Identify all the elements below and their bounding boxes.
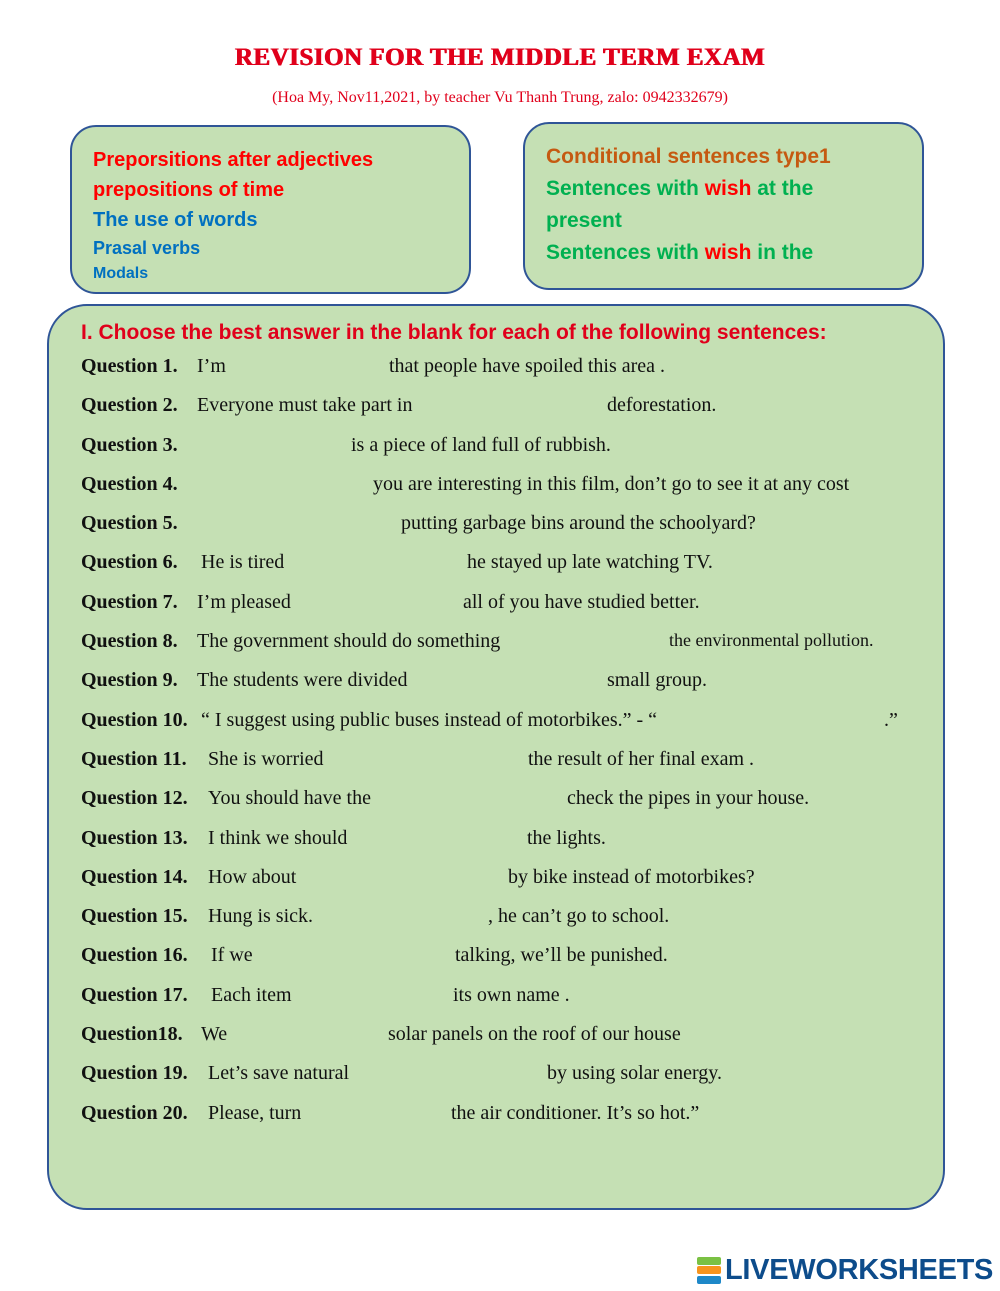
question-text-after: he stayed up late watching TV. [467, 551, 713, 574]
question-text-after: by bike instead of motorbikes? [508, 865, 755, 888]
question-row [81, 1023, 943, 1062]
topic-prepositions-time: prepositions of time [93, 179, 285, 201]
question-row [81, 473, 943, 512]
question-text-before: The government should do something [197, 630, 501, 653]
question-text-after: the result of her final exam . [528, 747, 755, 770]
topic-wish-word: wish [704, 241, 752, 264]
question-text-before: If we [211, 944, 253, 967]
question-label: Question 12. [81, 787, 188, 810]
question-label: Question 3. [81, 433, 178, 456]
page-subtitle: (Hoa My, Nov11,2021, by teacher Vu Thanh Trung, zalo: 0942332679) [272, 89, 728, 106]
page-title: REVISION FOR THE MIDDLE TERM EXAM [234, 44, 766, 71]
question-label: Question 11. [81, 747, 187, 770]
topic-wish-word: wish [704, 177, 752, 200]
question-row [81, 1062, 943, 1101]
question-text-before: How about [208, 865, 297, 888]
question-list [81, 355, 943, 1141]
question-label: Question 8. [81, 630, 178, 653]
question-row [81, 669, 943, 708]
topic-text: in the [751, 241, 814, 264]
logo-bar [697, 1276, 721, 1284]
topic-conditional: Conditional sentences type1 [546, 145, 831, 168]
question-text-before: You should have the [208, 787, 371, 810]
question-text-before: “ I suggest using public buses instead of motorbikes.” - “ [201, 708, 658, 731]
section-instruction: I. Choose the best answer in the blank for each of the following sentences: [81, 321, 827, 344]
question-label: Question 17. [81, 983, 188, 1006]
question-text-after: solar panels on the roof of our house [388, 1023, 681, 1046]
question-text-after: by using solar energy. [547, 1062, 722, 1085]
question-text-after: talking, we’ll be punished. [455, 944, 668, 967]
topic-wish-present [546, 173, 922, 205]
question-label: Question 14. [81, 865, 188, 888]
question-text-before: Each item [211, 983, 292, 1006]
question-label: Question 20. [81, 1101, 188, 1124]
question-row [81, 984, 943, 1023]
topic-text: Sentences with [546, 177, 705, 200]
question-text-before: Let’s save natural [208, 1062, 350, 1085]
question-text-after: is a piece of land full of rubbish. [351, 433, 611, 456]
question-label: Question 2. [81, 394, 178, 417]
topic-prepositions-adjectives: Preporsitions after adjectives [93, 149, 374, 171]
topic-modals: Modals [93, 265, 149, 282]
question-row [81, 434, 943, 473]
topic-wish-past [546, 237, 922, 269]
question-text-before: I’m [197, 355, 226, 377]
question-row [81, 551, 943, 590]
topic-wish-present-cont: present [546, 209, 622, 232]
question-text-after: all of you have studied better. [463, 590, 700, 613]
question-label: Question 13. [81, 826, 188, 849]
topic-text: Sentences with [546, 241, 705, 264]
question-row [81, 591, 943, 630]
logo-bar [697, 1266, 721, 1274]
question-text-after: its own name . [453, 983, 570, 1006]
question-label: Question 16. [81, 944, 188, 967]
question-label: Question 6. [81, 551, 178, 574]
logo-text: LIVEWORKSHEETS [725, 1253, 994, 1286]
question-label: Question 4. [81, 472, 178, 495]
question-row [81, 512, 943, 551]
question-text-before: Please, turn [208, 1101, 302, 1124]
question-label: Question 5. [81, 512, 178, 535]
question-row [81, 748, 943, 787]
question-row [81, 905, 943, 944]
question-label: Question 7. [81, 590, 178, 613]
question-text-after: the air conditioner. It’s so hot.” [451, 1101, 700, 1124]
question-text-before: She is worried [208, 747, 324, 770]
question-text-after: small group. [607, 669, 707, 692]
question-text-after: deforestation. [607, 394, 717, 417]
question-text-after: the environmental pollution. [669, 630, 874, 651]
question-label: Question18. [81, 1023, 183, 1046]
question-text-after: check the pipes in your house. [567, 787, 810, 810]
question-text-after: you are interesting in this film, don’t go to see it at any cost [373, 472, 850, 495]
question-label: Question 15. [81, 905, 188, 928]
question-text-after: putting garbage bins around the schoolyard? [401, 512, 756, 535]
question-text-before: Hung is sick. [208, 905, 313, 928]
question-row [81, 394, 943, 433]
question-label: Question 9. [81, 669, 178, 692]
question-row [81, 944, 943, 983]
topics-box-left [70, 125, 471, 294]
question-row [81, 827, 943, 866]
question-text-after: , he can’t go to school. [488, 905, 670, 928]
question-label: Question 19. [81, 1062, 188, 1085]
logo-icon [697, 1257, 721, 1284]
logo-bar [697, 1257, 721, 1265]
question-row [81, 630, 943, 669]
question-text-before: I’m pleased [197, 590, 291, 613]
question-text-after: .” [884, 708, 898, 731]
topic-phrasal-verbs: Prasal verbs [93, 238, 201, 258]
topic-text: at the [751, 177, 814, 200]
question-row [81, 709, 943, 748]
question-text-after: that people have spoiled this area . [389, 355, 666, 377]
question-row [81, 866, 943, 905]
liveworksheets-logo [697, 1253, 993, 1287]
question-text-before: I think we should [208, 826, 348, 849]
question-text-before: Everyone must take part in [197, 394, 413, 417]
exercise-box [47, 304, 945, 1210]
question-row [81, 787, 943, 826]
question-text-before: The students were divided [197, 669, 408, 692]
topic-use-of-words: The use of words [93, 209, 258, 231]
question-label: Question 1. [81, 355, 178, 377]
question-row [81, 355, 943, 394]
question-text-before: We [201, 1023, 228, 1046]
topics-box-right [523, 122, 924, 290]
question-text-after: the lights. [527, 826, 606, 849]
question-label: Question 10. [81, 708, 188, 731]
question-row [81, 1102, 943, 1141]
question-text-before: He is tired [201, 551, 285, 574]
